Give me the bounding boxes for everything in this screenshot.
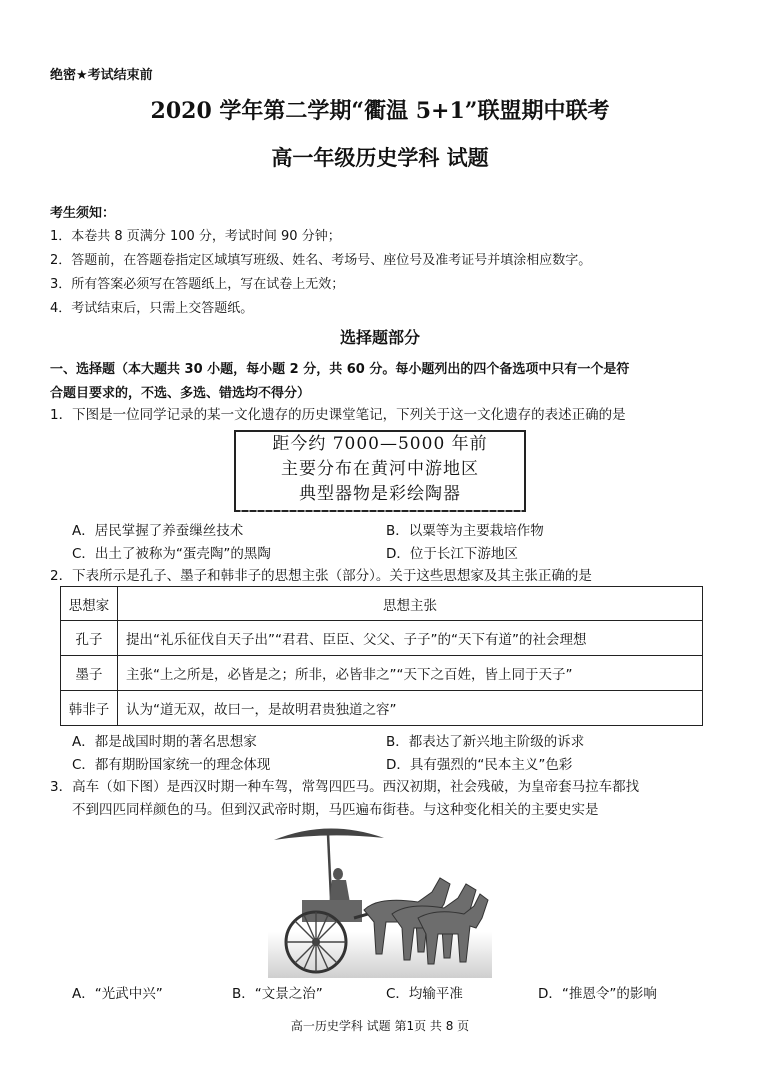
chariot-image — [268, 822, 492, 978]
q3-option-d: D．“推恩令”的影响 — [538, 986, 657, 1002]
q1-option-c: C．出土了被称为“蛋壳陶”的黑陶 — [72, 546, 271, 562]
q1-option-d: D．位于长江下游地区 — [386, 546, 518, 562]
q1-note-line: 主要分布在黄河中游地区 — [281, 459, 479, 479]
q2-option-b: B．都表达了新兴地主阶级的诉求 — [386, 734, 585, 750]
table-row — [61, 621, 703, 656]
secret-label: 绝密★考试结束前 — [50, 68, 153, 83]
notice-item: 3．所有答案必须写在答题纸上，写在试卷上无效； — [50, 277, 345, 292]
table-header-row — [61, 587, 703, 621]
q1-note-line: 典型器物是彩绘陶器 — [299, 484, 461, 504]
table-row — [61, 691, 703, 726]
q2-option-d: D．具有强烈的“民本主义”色彩 — [386, 757, 573, 773]
part-instructions — [50, 358, 715, 406]
notice-item: 1．本卷共 8 页满分 100 分，考试时间 90 分钟； — [50, 229, 341, 244]
q2-table — [60, 586, 703, 726]
q2-stem: 2．下表所示是孔子、墨子和韩非子的思想主张（部分）。关于这些思想家及其主张正确的是 — [50, 568, 592, 584]
exam-title: 2020 学年第二学期“衢温 5+1”联盟期中联考 — [150, 98, 610, 124]
q1-note-card — [234, 430, 526, 512]
notice-item: 4．考试结束后，只需上交答题纸。 — [50, 301, 254, 316]
table-cell: 韩非子 — [61, 691, 118, 726]
table-cell: 孔子 — [61, 621, 118, 656]
q3-option-a: A．“光武中兴” — [72, 986, 163, 1002]
q1-note-line: 距今约 7000—5000 年前 — [272, 434, 488, 454]
table-header-cell: 思想主张 — [118, 587, 703, 621]
section-title: 选择题部分 — [339, 328, 420, 347]
q3-stem-line-1: 3．高车（如下图）是西汉时期一种车驾，常驾四匹马。西汉初期，社会残破，为皇帝套马拉车都找 — [50, 779, 640, 795]
q1-stem: 1．下图是一位同学记录的某一文化遗存的历史课堂笔记，下列关于这一文化遗存的表述正确的是 — [50, 407, 626, 423]
table-cell: 主张“上之所是，必皆是之；所非，必皆非之”“天下之百姓，皆上同于天子” — [118, 656, 703, 691]
exam-subtitle: 高一年级历史学科 试题 — [271, 145, 489, 170]
table-row — [61, 656, 703, 691]
notice-title: 考生须知： — [50, 206, 116, 221]
page-footer: 高一历史学科 试题 第1页 共 8 页 — [290, 1019, 470, 1033]
q3-option-c: C．均输平准 — [386, 986, 463, 1002]
notice-item: 2．答题前，在答题卷指定区域填写班级、姓名、考场号、座位号及准考证号并填涂相应数字。 — [50, 253, 592, 268]
q2-option-a: A．都是战国时期的著名思想家 — [72, 734, 257, 750]
q1-option-b: B．以粟等为主要栽培作物 — [386, 523, 544, 539]
q2-option-c: C．都有期盼国家统一的理念体现 — [72, 757, 271, 773]
q3-stem-line-2: 不到四匹同样颜色的马。但到汉武帝时期，马匹遍布街巷。与这种变化相关的主要史实是 — [72, 802, 599, 818]
part-line-1: 一、选择题（本大题共 30 小题，每小题 2 分，共 60 分。每小题列出的四个备选项中只有一个是符 — [50, 362, 630, 377]
table-cell: 提出“礼乐征伐自天子出”“君君、臣臣、父父、子子”的“天下有道”的社会理想 — [118, 621, 703, 656]
q3-option-b: B．“文景之治” — [232, 986, 323, 1002]
table-header-cell: 思想家 — [61, 587, 118, 621]
table-cell: 墨子 — [61, 656, 118, 691]
q1-note-border — [234, 510, 526, 512]
q1-option-a: A．居民掌握了养蚕缫丝技术 — [72, 523, 244, 539]
table-cell: 认为“道无双，故曰一，是故明君贵独道之容” — [118, 691, 703, 726]
part-line-2: 合题目要求的，不选、多选、错选均不得分） — [50, 386, 311, 401]
